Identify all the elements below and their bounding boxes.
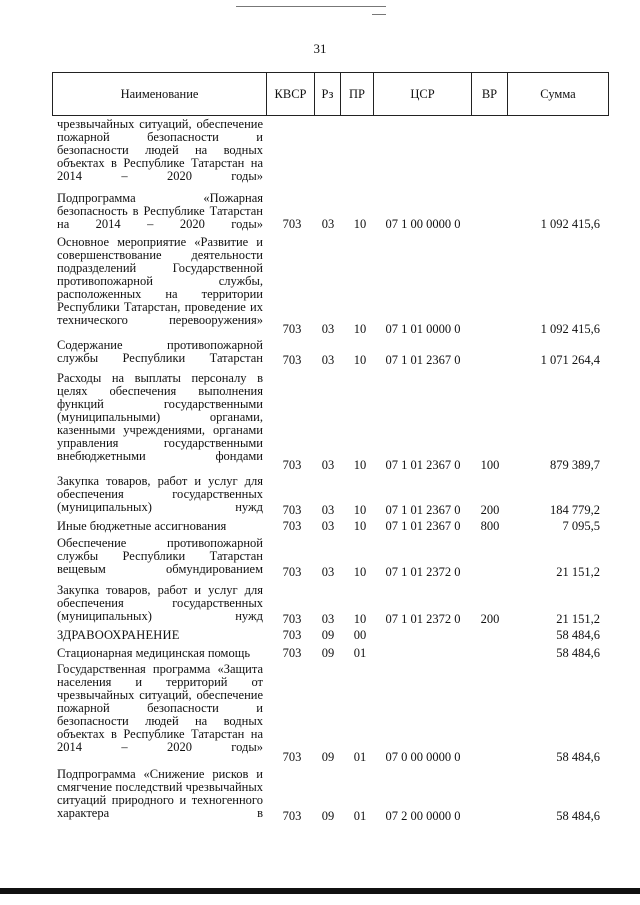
row-pr: 01 bbox=[353, 750, 367, 764]
row-kvsr: 703 bbox=[282, 612, 302, 626]
row-vr: 100 bbox=[480, 458, 500, 472]
header-csr: ЦСР bbox=[374, 73, 472, 115]
row-pr: 01 bbox=[353, 809, 367, 823]
header-rz: Рз bbox=[315, 73, 341, 115]
row-csr: 07 1 01 2372 0 bbox=[385, 565, 461, 579]
row-rz: 03 bbox=[321, 217, 335, 231]
row-pr: 10 bbox=[353, 612, 367, 626]
row-sum: 58 484,6 bbox=[556, 628, 600, 642]
header-kvsr: КВСР bbox=[267, 73, 315, 115]
row-name: Иные бюджетные ассигнования bbox=[57, 519, 227, 533]
header-name: Наименование bbox=[53, 73, 267, 115]
row-rz: 03 bbox=[321, 503, 335, 517]
row-rz: 03 bbox=[321, 565, 335, 579]
row-pr: 10 bbox=[353, 353, 367, 367]
row-csr: 07 1 01 2367 0 bbox=[385, 458, 461, 472]
row-name: Закупка товаров, работ и услуг для обеспечения государственных (муниципальных) нужд bbox=[57, 583, 263, 623]
row-vr: 800 bbox=[480, 519, 500, 533]
header-sum: Сумма bbox=[540, 87, 576, 101]
row-name: чрезвычайных ситуаций, обеспечение пожарной безопасности и безопасности людей на водных объектах в Республике Татарстан на 2014 – 2020 годы» bbox=[57, 117, 263, 183]
row-kvsr: 703 bbox=[282, 646, 302, 660]
top-scan-line bbox=[236, 6, 386, 7]
row-rz: 09 bbox=[321, 750, 335, 764]
row-name: Государственная программа «Защита населения и территорий от чрезвычайных ситуаций, обеспечение пожарной безопасности и безопасности людей на водных объектах в Республике Татарстан на 2014 – 2020 годы» bbox=[57, 662, 263, 754]
row-pr: 10 bbox=[353, 503, 367, 517]
top-scan-line-short bbox=[372, 14, 386, 15]
row-pr: 00 bbox=[353, 628, 367, 642]
row-rz: 03 bbox=[321, 519, 335, 533]
page-number: 31 bbox=[313, 41, 327, 56]
row-rz: 09 bbox=[321, 628, 335, 642]
row-name: Стационарная медицинская помощь bbox=[57, 646, 251, 660]
row-name: Закупка товаров, работ и услуг для обеспечения государственных (муниципальных) нужд bbox=[57, 474, 263, 514]
row-sum: 1 071 264,4 bbox=[540, 353, 600, 367]
row-csr: 07 1 01 2372 0 bbox=[385, 612, 461, 626]
row-kvsr: 703 bbox=[282, 458, 302, 472]
row-csr: 07 1 01 2367 0 bbox=[385, 503, 461, 517]
row-pr: 10 bbox=[353, 565, 367, 579]
row-sum: 7 095,5 bbox=[562, 519, 600, 533]
row-vr: 200 bbox=[480, 612, 500, 626]
row-sum: 1 092 415,6 bbox=[540, 322, 600, 336]
row-csr: 07 1 01 2367 0 bbox=[385, 353, 461, 367]
row-kvsr: 703 bbox=[282, 503, 302, 517]
row-pr: 10 bbox=[353, 519, 367, 533]
row-sum: 21 151,2 bbox=[556, 612, 600, 626]
table-header bbox=[52, 72, 609, 116]
row-kvsr: 703 bbox=[282, 750, 302, 764]
row-sum: 879 389,7 bbox=[550, 458, 600, 472]
row-pr: 10 bbox=[353, 322, 367, 336]
row-pr: 10 bbox=[353, 458, 367, 472]
row-rz: 03 bbox=[321, 353, 335, 367]
row-kvsr: 703 bbox=[282, 809, 302, 823]
row-sum: 58 484,6 bbox=[556, 646, 600, 660]
row-name: Подпрограмма «Пожарная безопасность в Республике Татарстан на 2014 – 2020 годы» bbox=[57, 191, 263, 231]
row-name: Обеспечение противопожарной службы Республики Татарстан вещевым обмундированием bbox=[57, 536, 263, 576]
row-csr: 07 0 00 0000 0 bbox=[385, 750, 461, 764]
row-pr: 01 bbox=[353, 646, 367, 660]
row-name: ЗДРАВООХРАНЕНИЕ bbox=[57, 628, 180, 642]
row-rz: 03 bbox=[321, 322, 335, 336]
row-kvsr: 703 bbox=[282, 217, 302, 231]
row-rz: 09 bbox=[321, 809, 335, 823]
row-csr: 07 1 01 2367 0 bbox=[385, 519, 461, 533]
row-vr: 200 bbox=[480, 503, 500, 517]
scan-bottom-edge bbox=[0, 888, 640, 894]
row-rz: 03 bbox=[321, 612, 335, 626]
row-sum: 1 092 415,6 bbox=[540, 217, 600, 231]
row-kvsr: 703 bbox=[282, 322, 302, 336]
row-name: Подпрограмма «Снижение рисков и смягчение последствий чрезвычайных ситуаций природного и техногенного характера в bbox=[57, 767, 263, 820]
row-sum: 21 151,2 bbox=[556, 565, 600, 579]
row-kvsr: 703 bbox=[282, 353, 302, 367]
row-csr: 07 2 00 0000 0 bbox=[385, 809, 461, 823]
row-csr: 07 1 00 0000 0 bbox=[385, 217, 461, 231]
header-vr: ВР bbox=[472, 73, 508, 115]
row-name: Расходы на выплаты персоналу в целях обеспечения выполнения функций государственными (муниципальными) органами, казенными учреждениями, органами управления государственными внебюджетными фондами bbox=[57, 371, 263, 463]
row-rz: 09 bbox=[321, 646, 335, 660]
row-sum: 58 484,6 bbox=[556, 809, 600, 823]
row-rz: 03 bbox=[321, 458, 335, 472]
row-kvsr: 703 bbox=[282, 565, 302, 579]
row-csr: 07 1 01 0000 0 bbox=[385, 322, 461, 336]
row-sum: 58 484,6 bbox=[556, 750, 600, 764]
header-pr: ПР bbox=[341, 73, 374, 115]
row-sum: 184 779,2 bbox=[550, 503, 600, 517]
row-name: Основное мероприятие «Развитие и совершенствование деятельности подразделений Государственной противопожарной службы, расположенных на территории Республики Татарстан, проведение их технического перевооружения» bbox=[57, 235, 263, 327]
row-kvsr: 703 bbox=[282, 519, 302, 533]
row-pr: 10 bbox=[353, 217, 367, 231]
row-kvsr: 703 bbox=[282, 628, 302, 642]
row-name: Содержание противопожарной службы Республики Татарстан bbox=[57, 338, 263, 365]
